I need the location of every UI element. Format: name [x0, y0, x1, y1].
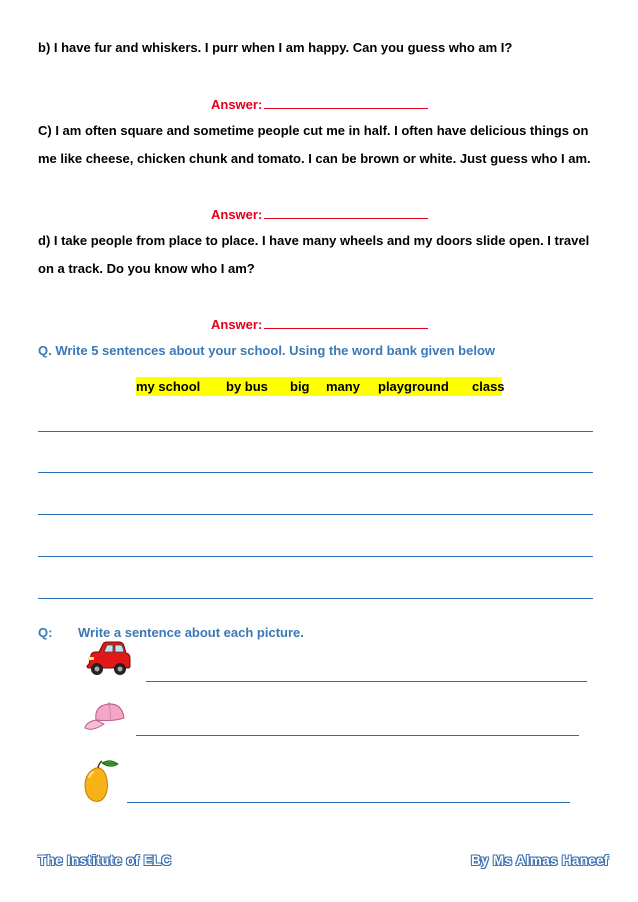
school-task-title: Q. Write 5 sentences about your school. Using the word bank given below	[38, 343, 496, 358]
answer-c	[211, 206, 428, 222]
writing-line[interactable]	[38, 556, 593, 557]
car-icon	[83, 640, 133, 678]
word-bank-item: big	[290, 379, 310, 394]
writing-line[interactable]	[38, 472, 593, 473]
writing-line[interactable]	[38, 514, 593, 515]
mango-icon	[80, 758, 122, 804]
question-b: b) I have fur and whiskers. I purr when I am happy. Can you guess who am I?	[38, 40, 513, 55]
footer-institute: The Institute of ELC	[38, 853, 172, 868]
word-bank-item: playground	[378, 379, 449, 394]
question-c-line1: C) I am often square and sometime people cut me in half. I often have delicious things on	[38, 123, 589, 138]
answer-label: Answer:	[211, 97, 263, 112]
picture-task-label: Q:	[38, 625, 53, 640]
answer-blank[interactable]	[264, 96, 428, 109]
word-bank-item: by bus	[226, 379, 268, 394]
picture-writing-line[interactable]	[127, 802, 570, 803]
writing-line[interactable]	[38, 598, 593, 599]
word-bank-item: my school	[136, 379, 201, 394]
answer-label: Answer:	[211, 207, 263, 222]
question-c-line2: me like cheese, chicken chunk and tomato. I can be brown or white. Just guess who I am.	[38, 151, 591, 166]
word-bank-item: many	[326, 379, 360, 394]
writing-line[interactable]	[38, 431, 593, 432]
answer-blank[interactable]	[264, 316, 428, 329]
answer-b	[211, 96, 428, 112]
question-d-line1: d) I take people from place to place. I have many wheels and my doors slide open. I travel	[38, 233, 590, 248]
picture-writing-line[interactable]	[146, 681, 587, 682]
answer-blank[interactable]	[264, 206, 428, 219]
answer-label: Answer:	[211, 317, 263, 332]
picture-task-title: Write a sentence about each picture.	[78, 625, 304, 640]
question-d-line2: on a track. Do you know who I am?	[38, 261, 255, 276]
cap-icon	[82, 700, 128, 736]
footer-author: By Ms Almas Haneef	[471, 853, 609, 868]
word-bank	[136, 377, 505, 396]
word-bank-item: class	[472, 379, 505, 394]
picture-writing-line[interactable]	[136, 735, 579, 736]
answer-d	[211, 316, 428, 332]
